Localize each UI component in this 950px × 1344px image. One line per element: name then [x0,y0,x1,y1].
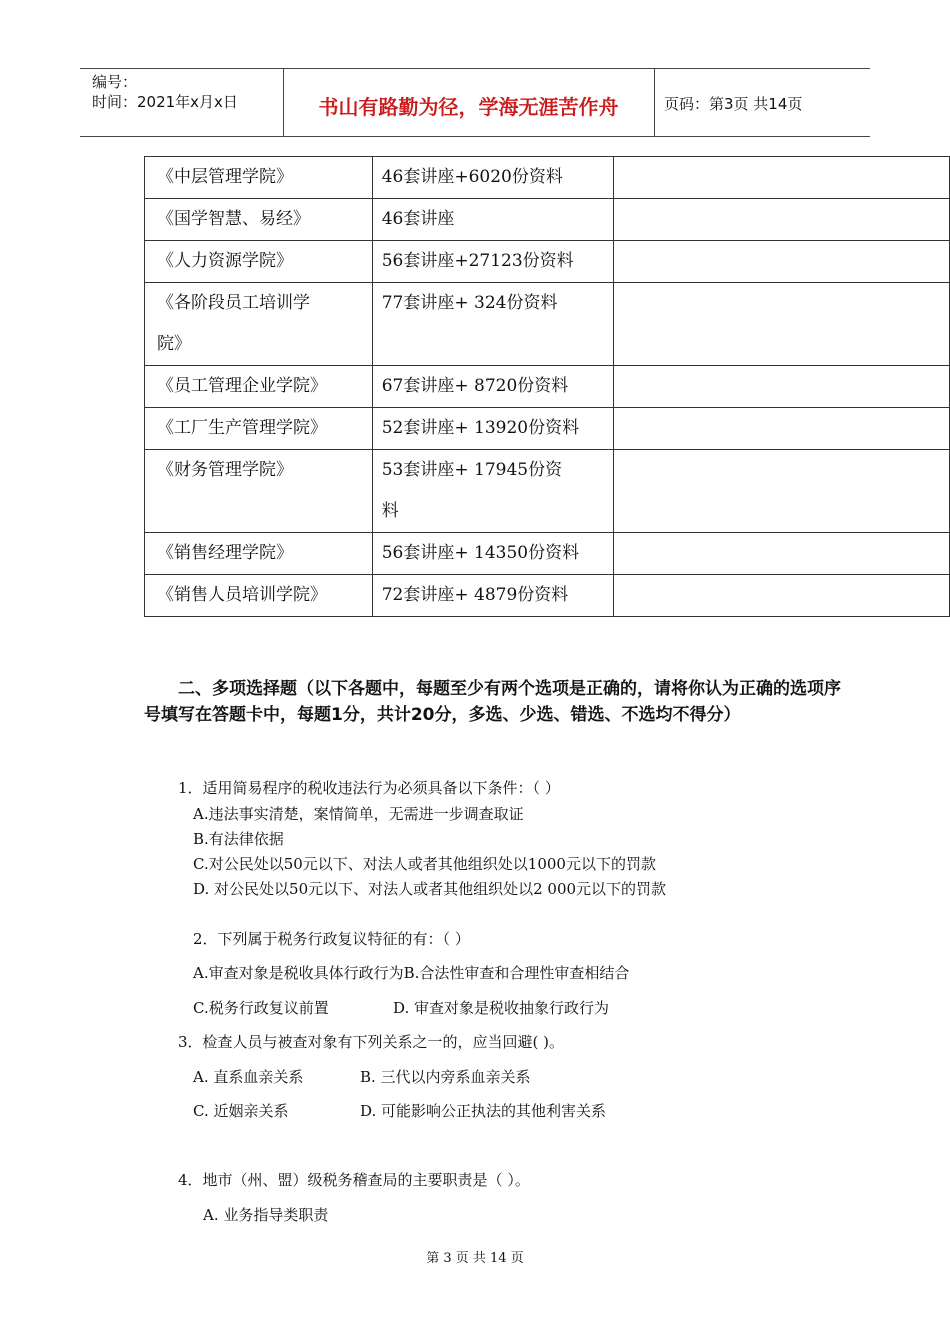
table-cell-note [614,283,950,366]
document-number-label: 编号： [92,73,138,91]
table-cell-name: 《员工管理企业学院》 [145,366,373,408]
table-cell-content: 52套讲座+ 13920份资料 [372,408,614,450]
table-cell-note [614,157,950,199]
table-row [145,199,950,241]
table-row [145,241,950,283]
table-cell-content: 46套讲座 [372,199,614,241]
table-cell-note [614,450,950,533]
table-cell-name-line: 《各阶段员工培训学 [157,293,310,313]
question-2-stem: 2．下列属于税务行政复议特征的有：（ ） [193,930,470,948]
table-cell-note [614,533,950,575]
question-3-stem: 3．检查人员与被查对象有下列关系之一的，应当回避( )。 [178,1033,565,1051]
table-cell-name-line: 院》 [157,334,191,354]
table-row [145,408,950,450]
table-row [145,157,950,199]
header-divider-2 [654,68,655,136]
question-2-option-ab: A.审查对象是税收具体行政行为B.合法性审查和合理性审查相结合 [193,964,630,982]
question-3-option-c: C. 近姻亲关系 [193,1102,289,1120]
table-cell-note [614,575,950,617]
question-1-option-c: C.对公民处以50元以下、对法人或者其他组织处以1000元以下的罚款 [193,855,656,873]
question-1-option-b: B.有法律依据 [193,830,284,848]
table-cell-content-line: 53套讲座+ 17945份资 [381,460,563,480]
table-row [145,450,950,533]
section-heading: 二、多项选择题（以下各题中，每题至少有两个选项是正确的，请将你认为正确的选项序号填写在答题卡中，每题1分，共计20分，多选、少选、错选、不选均不得分） [144,679,841,725]
table-cell-content [372,450,614,533]
table-cell-content: 72套讲座+ 4879份资料 [372,575,614,617]
table-cell-note [614,241,950,283]
table-row [145,533,950,575]
table-cell-note [614,366,950,408]
resource-table [144,156,950,617]
question-1-option-d: D. 对公民处以50元以下、对法人或者其他组织处以2 000元以下的罚款 [193,880,667,898]
header-meta [92,72,238,112]
question-2-option-d: D. 审查对象是税收抽象行政行为 [393,999,610,1017]
question-3-option-d: D. 可能影响公正执法的其他利害关系 [360,1102,607,1120]
document-time-label: 时间：2021年x月x日 [92,93,238,111]
header-page-label: 页码：第3页 共14页 [664,95,803,113]
table-cell-note [614,199,950,241]
table-row [145,283,950,366]
page-footer: 第 3 页 共 14 页 [426,1251,524,1266]
table-cell-name: 《中层管理学院》 [145,157,373,199]
question-4-stem: 4．地市（州、盟）级税务稽查局的主要职责是（ ）。 [178,1171,530,1189]
question-3-option-a: A. 直系血亲关系 [193,1068,304,1086]
question-1-option-a: A.违法事实清楚，案情简单，无需进一步调查取证 [193,805,524,823]
table-cell-note [614,408,950,450]
table-cell-name: 《销售人员培训学院》 [145,575,373,617]
table-cell-content-line: 料 [381,501,399,521]
question-2-option-c: C.税务行政复议前置 [193,999,329,1017]
question-4-option-a: A. 业务指导类职责 [203,1206,329,1224]
table-cell-name: 《财务管理学院》 [145,450,373,533]
table-cell-content: 46套讲座+6020份资料 [372,157,614,199]
table-cell-content: 77套讲座+ 324份资料 [372,283,614,366]
table-cell-name [145,283,373,366]
table-cell-name: 《工厂生产管理学院》 [145,408,373,450]
table-cell-content: 56套讲座+27123份资料 [372,241,614,283]
table-cell-content: 67套讲座+ 8720份资料 [372,366,614,408]
header-motto: 书山有路勤为径，学海无涯苦作舟 [318,95,619,119]
table-cell-name: 《销售经理学院》 [145,533,373,575]
table-cell-name: 《国学智慧、易经》 [145,199,373,241]
table-cell-content: 56套讲座+ 14350份资料 [372,533,614,575]
table-cell-name: 《人力资源学院》 [145,241,373,283]
question-3-option-b: B. 三代以内旁系血亲关系 [360,1068,531,1086]
header-top-rule [80,68,870,69]
question-1-stem: 1．适用简易程序的税收违法行为必须具备以下条件：（ ） [178,779,560,797]
header-bottom-rule [80,136,870,137]
table-row [145,366,950,408]
table-row [145,575,950,617]
